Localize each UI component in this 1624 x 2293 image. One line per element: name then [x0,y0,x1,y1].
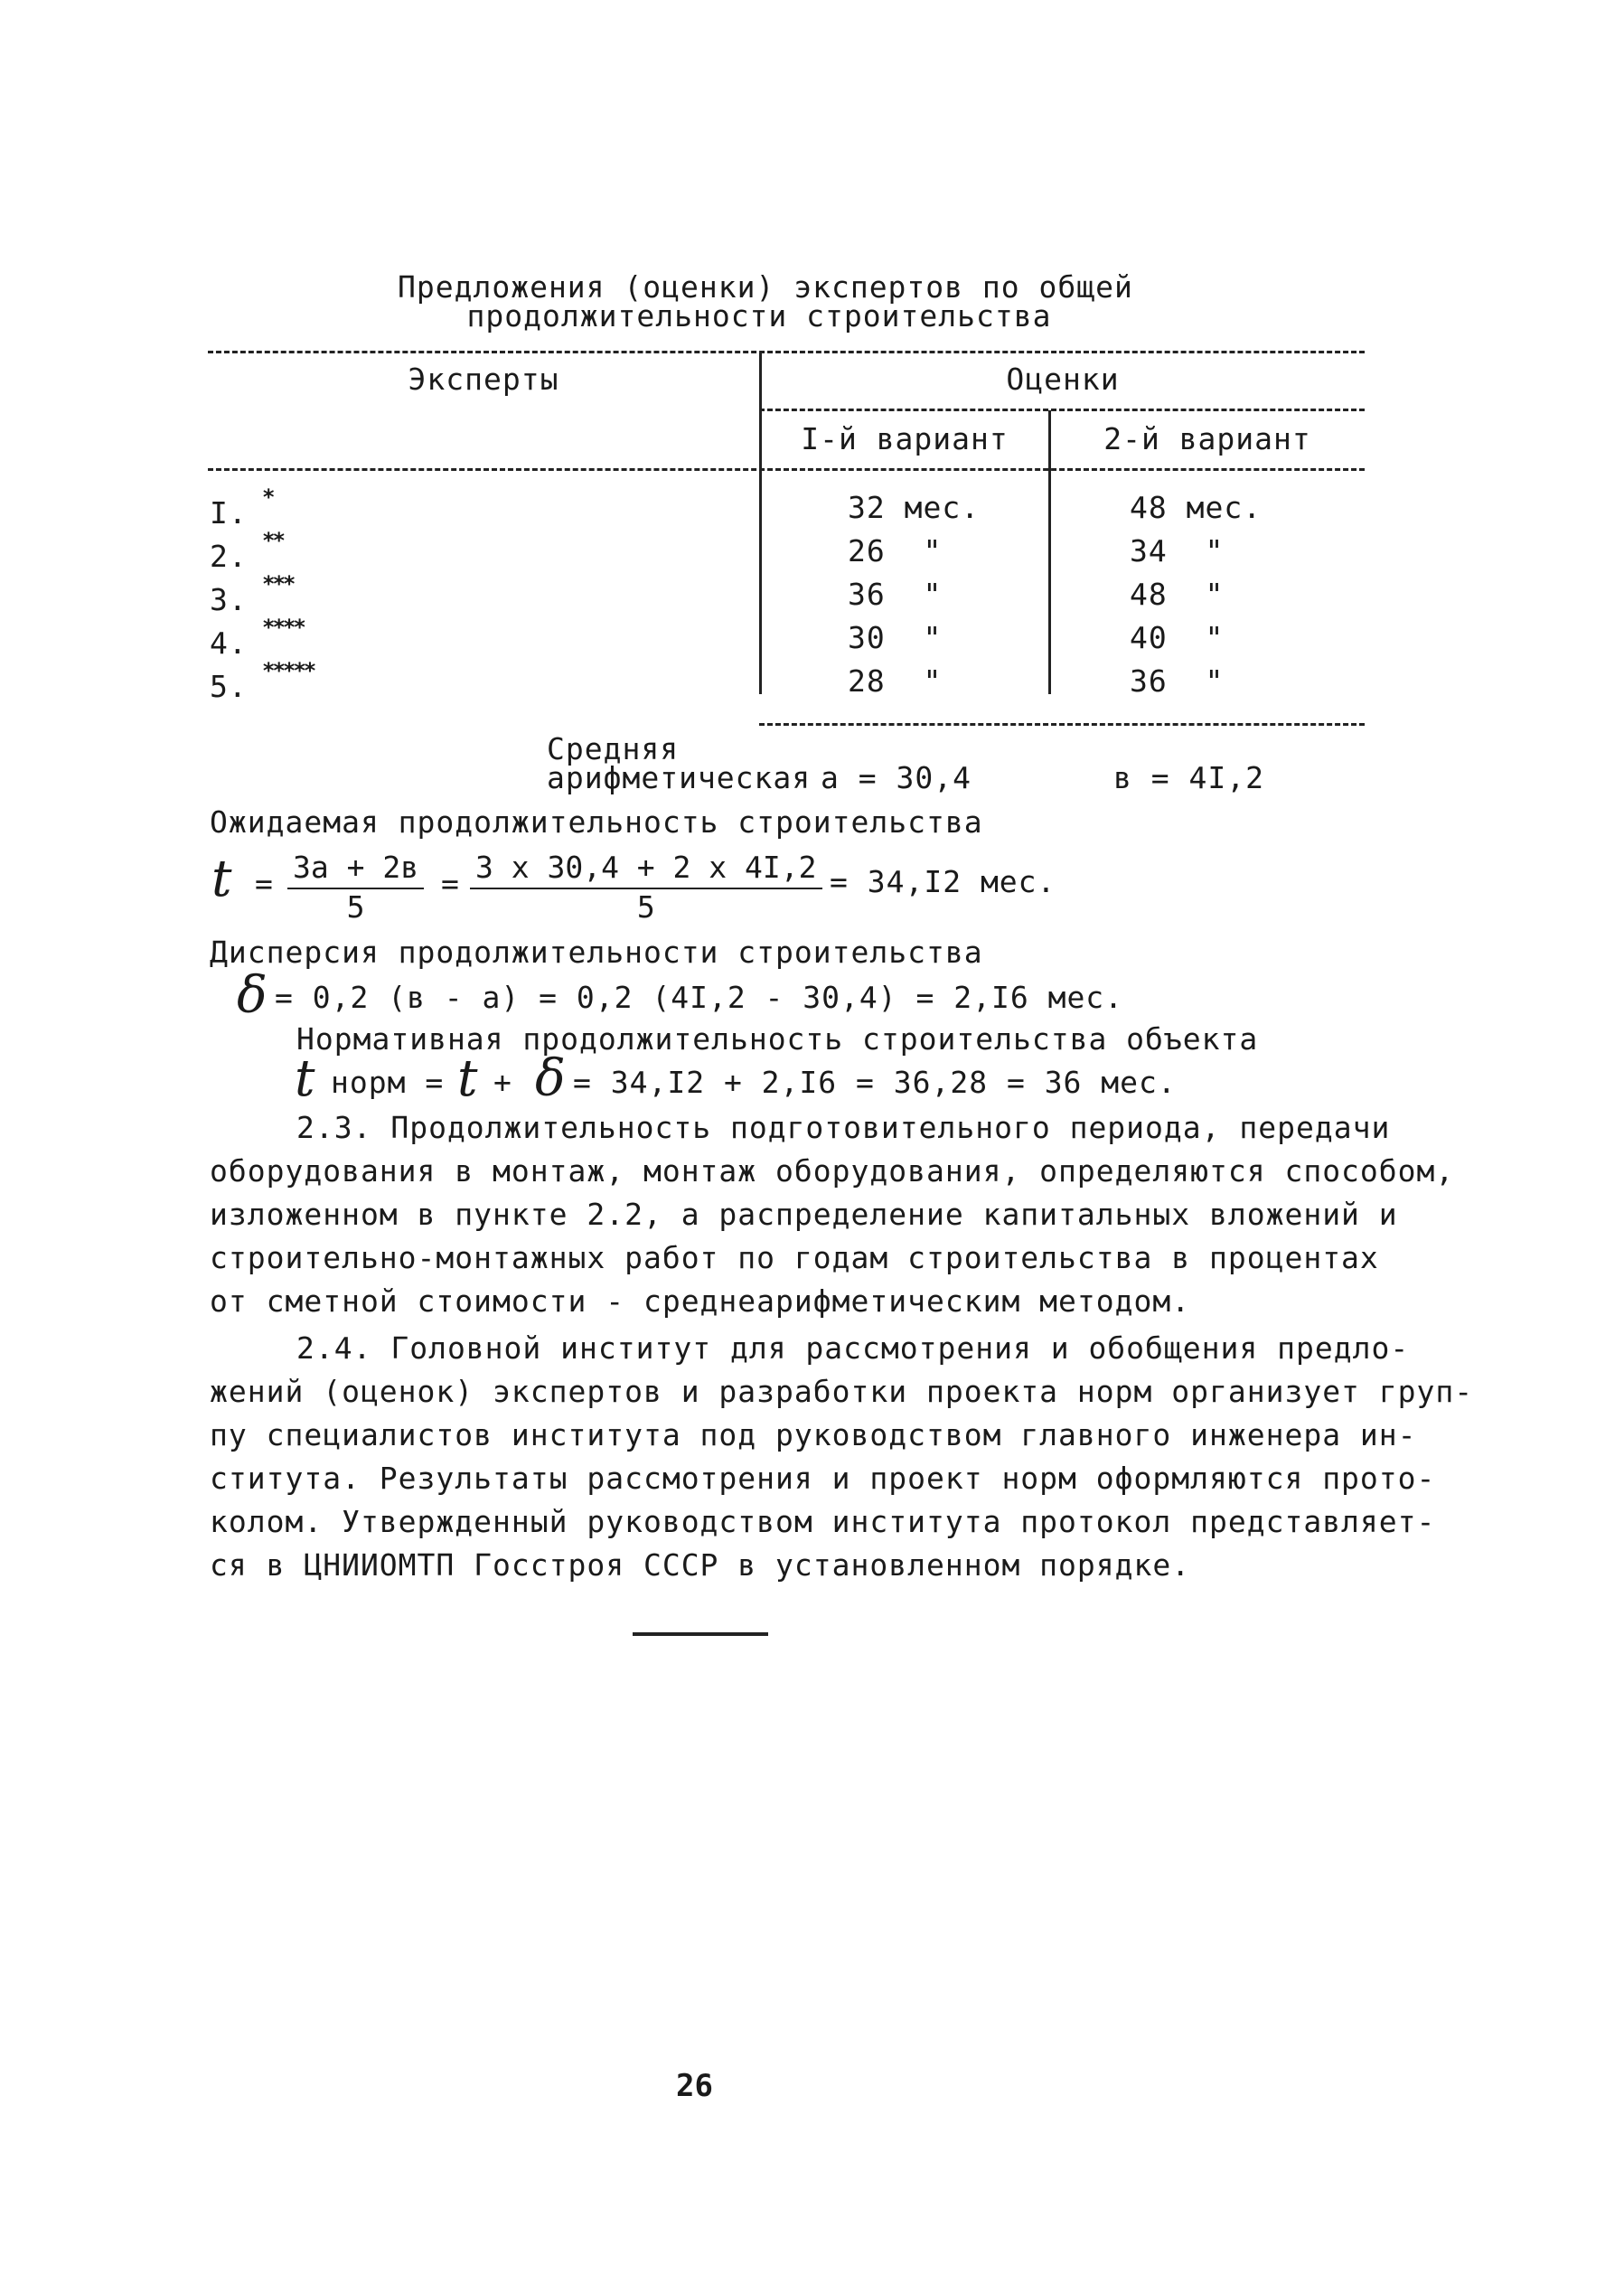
paragraph-2-3-line: оборудования в монтаж, монтаж оборудования, определяются способом, [210,1153,1455,1189]
rating-variant-2: 36 " [1130,663,1225,699]
paragraph-2-4-line: колом. Утвержденный руководством института протокол представляет- [210,1504,1436,1539]
delta-symbol: δ [535,1049,566,1108]
header-variant-1: I-й вариант [801,421,1009,456]
paragraph-2-3-line: изложенном в пункте 2.2, а распределение капитальных вложений и [210,1197,1398,1232]
equals-sign: = [255,866,274,901]
mean-a-value: а = 30,4 [821,760,972,795]
fraction-denominator: 5 [636,889,655,925]
rating-variant-1: 26 " [848,533,943,569]
row-number: 5. [210,669,248,704]
norm-label: норм = [331,1065,445,1100]
expected-result: = 34,I2 мес. [830,864,1056,899]
table-header-bottom-rule [208,468,1365,471]
t-symbol: t [211,850,232,908]
page-number: 26 [676,2068,713,2104]
mean-label-line-2: арифметическая [547,760,812,795]
table-bottom-rule [759,723,1365,726]
equals-sign: = [441,866,460,901]
normative-heading: Нормативная продолжительность строительства объекта [296,1021,1259,1057]
delta-symbol: δ [237,966,268,1025]
rating-variant-1: 30 " [848,620,943,655]
table-title-line-2: продолжительности строительства [466,298,1052,334]
rating-variant-2: 34 " [1130,533,1225,569]
fraction-numerator: 3 х 30,4 + 2 х 4I,2 [470,850,822,889]
row-number: 3. [210,582,248,617]
expert-marks: **** [262,615,304,640]
rating-variant-2: 40 " [1130,620,1225,655]
expert-marks: ** [262,528,283,553]
mean-label-line-1: Средняя [547,731,680,766]
paragraph-2-3-line: от сметной стоимости - среднеарифметическим методом. [210,1283,1191,1319]
row-number: I. [210,495,248,531]
header-ratings: Оценки [1006,362,1120,397]
rating-variant-2: 48 " [1130,577,1225,612]
paragraph-2-4-line: жений (оценок) экспертов и разработки проекта норм организует груп- [210,1374,1474,1409]
paragraph-2-4-line: ся в ЦНИИОМТП Госстроя СССР в установленном порядке. [210,1547,1191,1583]
dispersion-heading: Дисперсия продолжительности строительства [210,935,983,970]
table-column-divider-1 [759,352,762,694]
t-symbol: t [457,1049,478,1108]
expert-marks: ***** [262,658,314,683]
dispersion-formula: = 0,2 (в - а) = 0,2 (4I,2 - 30,4) = 2,I6 мес. [275,980,1124,1015]
paragraph-2-3-line: 2.3. Продолжительность подготовительного периода, передачи [296,1110,1391,1145]
expert-marks: *** [262,571,294,597]
rating-variant-1: 28 " [848,663,943,699]
row-number: 2. [210,539,248,574]
fraction-numeric [470,850,822,926]
header-experts: Эксперты [408,362,559,397]
fraction-numerator: 3а + 2в [287,850,424,889]
table-top-rule [208,351,1365,353]
mean-b-value: в = 4I,2 [1113,760,1264,795]
normative-formula: = 34,I2 + 2,I6 = 36,28 = 36 мес. [573,1065,1177,1100]
header-variant-2: 2-й вариант [1103,421,1311,456]
paragraph-2-4-line: ститута. Результаты рассмотрения и проект норм оформляются прото- [210,1461,1436,1496]
rating-variant-1: 36 " [848,577,943,612]
fraction-symbolic [287,850,424,926]
end-of-section-rule [633,1632,768,1636]
t-symbol: t [295,1049,315,1108]
plus-sign: + [493,1065,512,1100]
expected-heading: Ожидаемая продолжительность строительства [210,804,983,840]
fraction-denominator: 5 [346,889,365,925]
table-header-mid-rule [759,409,1365,411]
rating-variant-1: 32 мес. [848,490,981,525]
expert-marks: * [262,484,273,510]
paragraph-2-3-line: строительно-монтажных работ по годам строительства в процентах [210,1240,1379,1275]
table-title-line-1: Предложения (оценки) экспертов по общей [398,269,1133,305]
row-number: 4. [210,625,248,661]
paragraph-2-4-line: пу специалистов института под руководством главного инженера ин- [210,1417,1417,1452]
rating-variant-2: 48 мес. [1130,490,1263,525]
paragraph-2-4-line: 2.4. Головной институт для рассмотрения и обобщения предло- [296,1330,1410,1366]
